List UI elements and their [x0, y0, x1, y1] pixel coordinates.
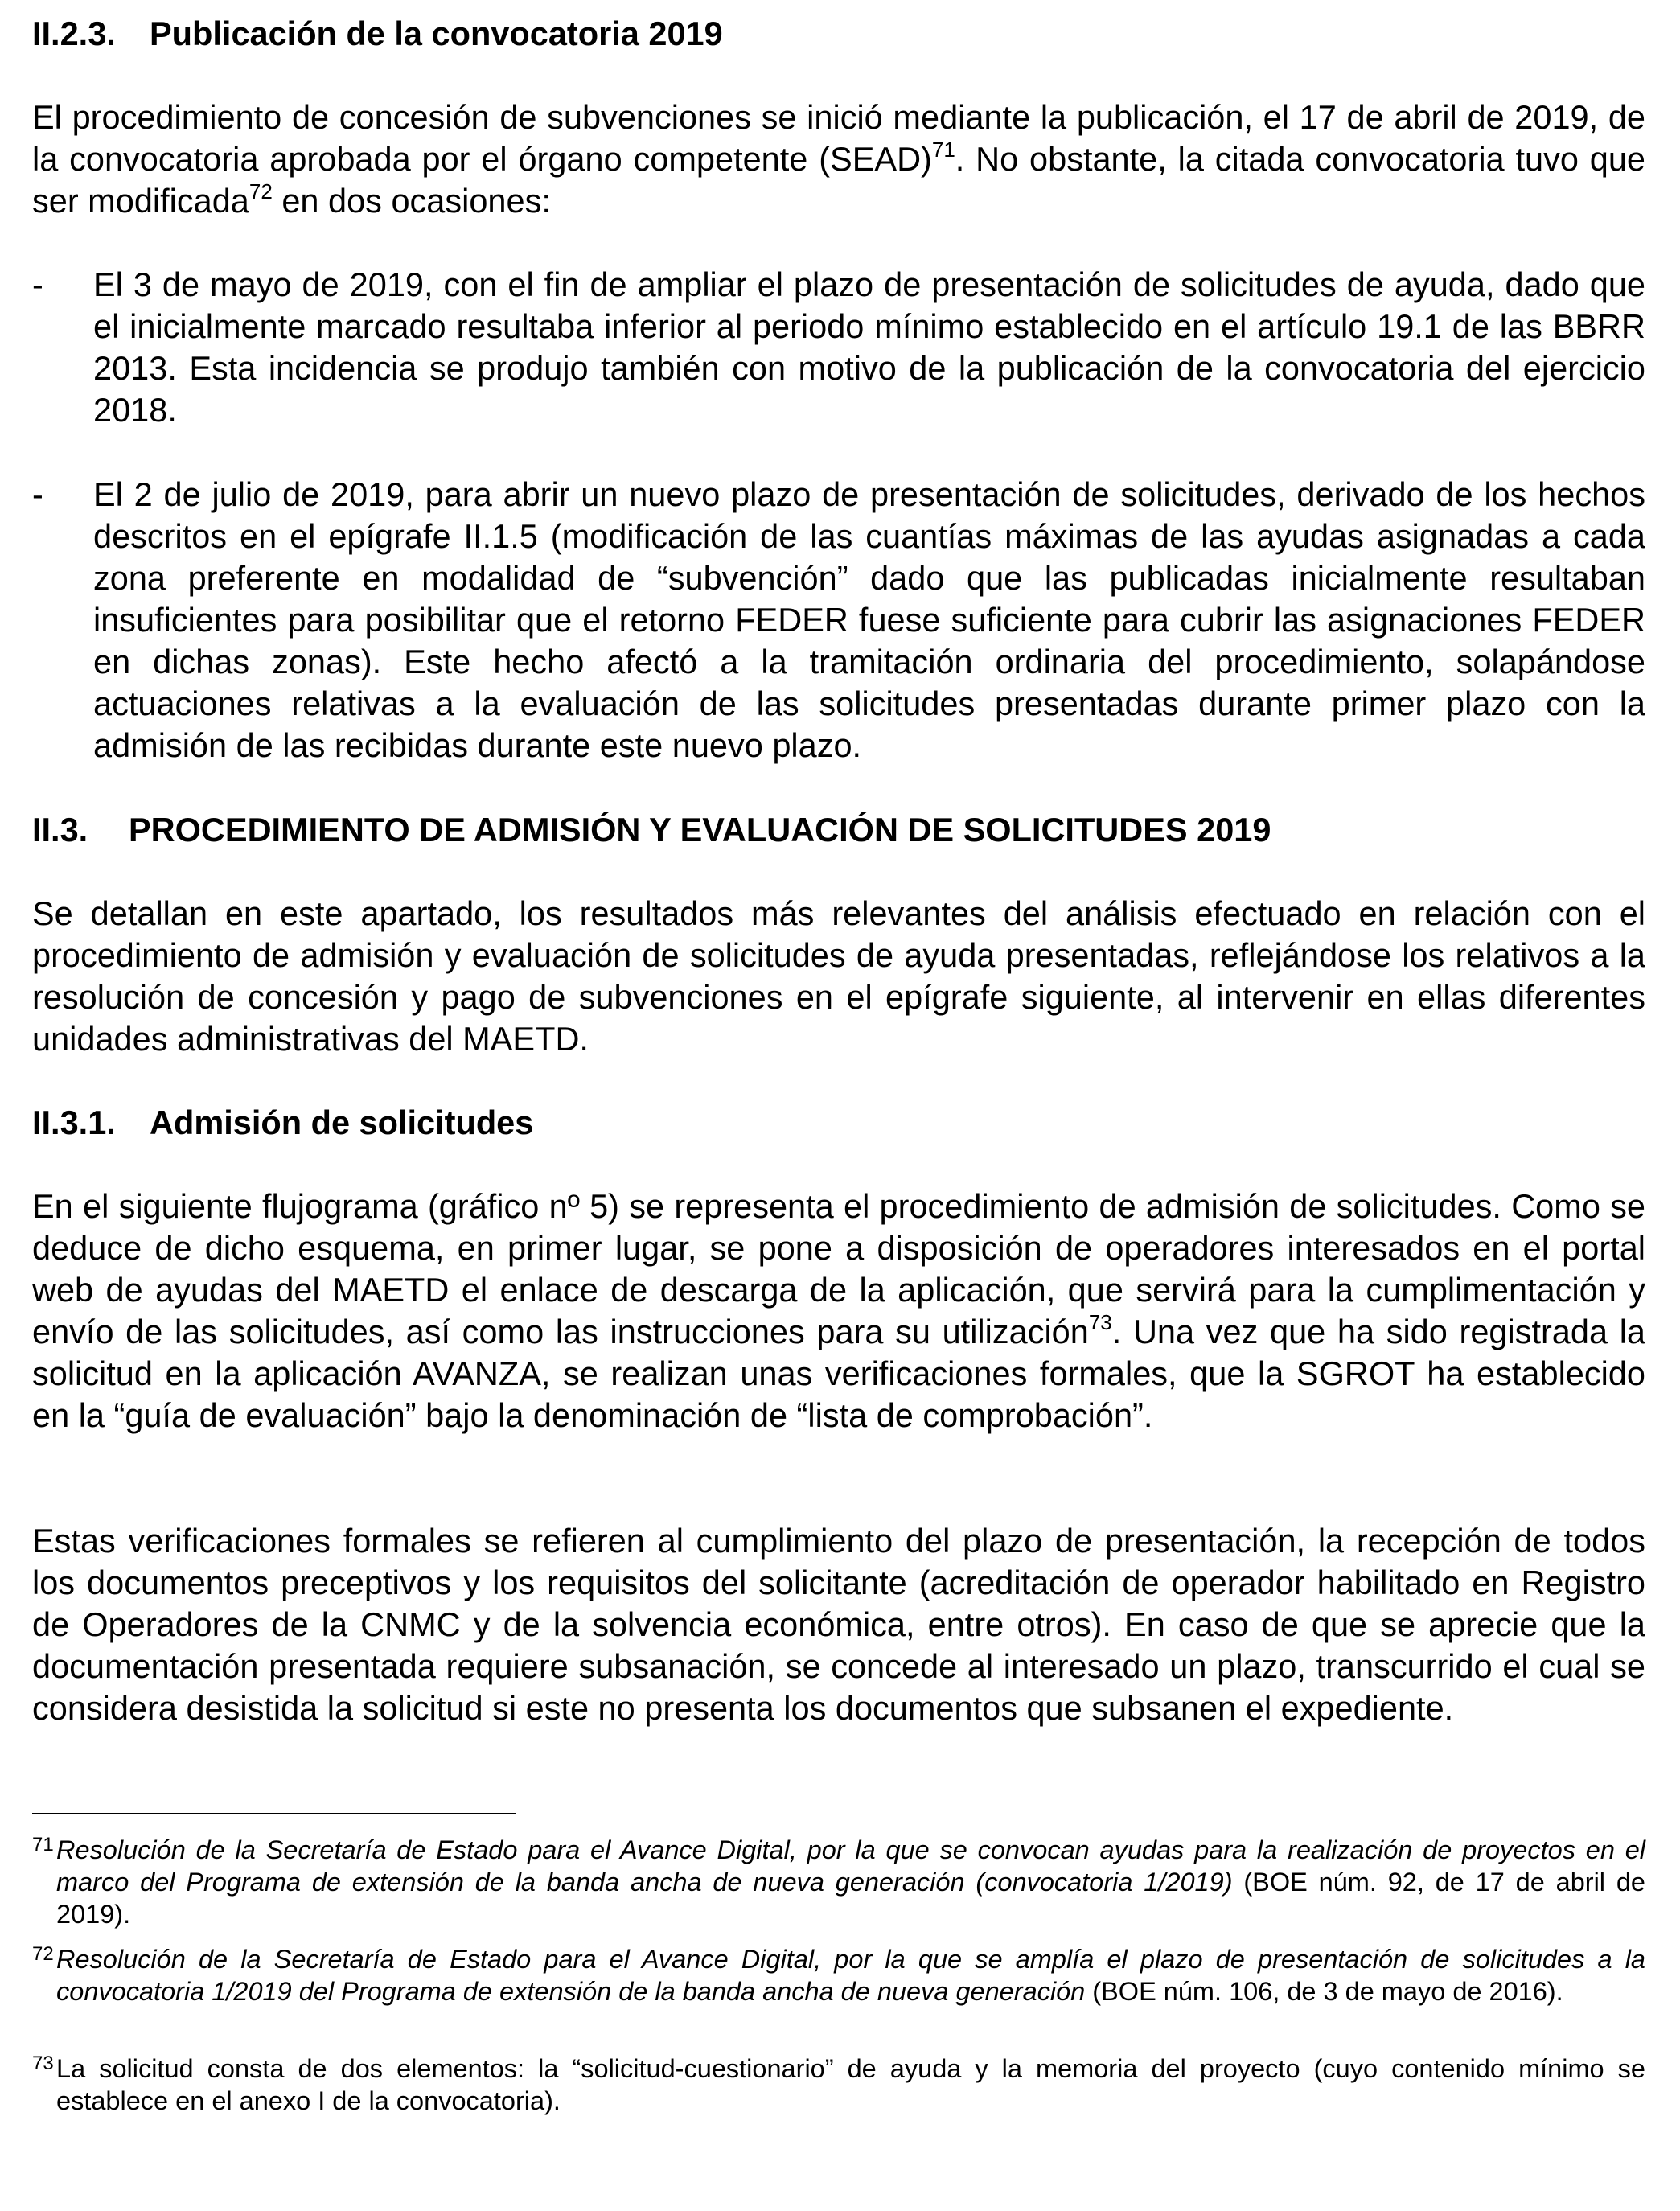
section-heading-procedimiento	[32, 809, 1645, 851]
paragraph-admision	[32, 1186, 1645, 1436]
list-bullet: -	[32, 475, 43, 513]
footnote-text	[56, 1943, 1645, 2008]
footnote-72	[32, 1943, 1645, 2008]
section-heading-publicacion	[32, 13, 1645, 55]
section-number: II.2.3.	[32, 14, 116, 52]
list-item	[32, 264, 1645, 431]
footnote-73	[32, 2053, 1645, 2117]
footnote-text	[56, 2053, 1645, 2117]
footnote-ref-71: 71	[931, 138, 955, 162]
footnote-mark: 71	[32, 1834, 54, 1856]
section-heading-admision	[32, 1102, 1645, 1144]
footnote-mark: 72	[32, 1943, 54, 1965]
footnote-text	[56, 1834, 1645, 1930]
paragraph-procedimiento: Se detallan en este apartado, los resultados más relevantes del análisis efectuado en relación con el procedimiento de admisión y evaluación de solicitudes de ayuda presentadas, reflejándose los relativos a la resolución de concesión y pago de subvenciones en el epígrafe siguiente, al intervenir en ellas diferentes unidades administrativas del MAETD.	[32, 894, 1645, 1058]
section-title: PROCEDIMIENTO DE ADMISIÓN Y EVALUACIÓN DE SOLICITUDES 2019	[129, 811, 1271, 849]
section-number: II.3.1.	[32, 1103, 116, 1141]
paragraph-verificaciones: Estas verificaciones formales se refieren al cumplimiento del plazo de presentación, la recepción de todos los documentos preceptivos y los requisitos del solicitante (acreditación de operador habilitado en Registro de Operadores de la CNMC y de la solvencia económica, entre otros). En caso de que se aprecie que la documentación presentada requiere subsanación, se concede al interesado un plazo, transcurrido el cual se considera desistida la solicitud si este no presenta los documentos que subsanen el expediente.	[32, 1522, 1645, 1727]
footnote-ref-73: 73	[1088, 1310, 1112, 1335]
list-item-text: El 2 de julio de 2019, para abrir un nuevo plazo de presentación de solicitudes, derivado de los hechos descritos en el epígrafe II.1.5 (modificación de las cuantías máximas de las ayudas asignadas a cada zona preferente en modalidad de “subvención” dado que las publicadas inicialmente resultaban insuficientes para posibilitar que el retorno FEDER fuese suficiente para cubrir las asignaciones FEDER en dichas zonas). Este hecho afectó a la tramitación ordinaria del procedimiento, solapándose actuaciones relativas a la evaluación de las solicitudes presentadas durante primer plazo con la admisión de las recibidas durante este nuevo plazo.	[93, 475, 1645, 764]
paragraph-publicacion	[32, 97, 1645, 222]
paragraph-text: . Una vez que ha sido registrada la solicitud en la aplicación AVANZA, se realizan unas verificaciones formales, que la SGROT ha establecido en la “guía de evaluación” bajo la denominación de “lista de comprobación”.	[32, 1313, 1646, 1434]
list-item	[32, 474, 1645, 766]
list-bullet: -	[32, 265, 43, 303]
footnote-mark: 73	[32, 2053, 54, 2074]
section-title: Admisión de solicitudes	[150, 1103, 534, 1141]
footnote-source: (BOE núm. 92, de 17 de abril de 2019).	[56, 1868, 1646, 1929]
footnote-source: La solicitud consta de dos elementos: la “solicitud-cuestionario” de ayuda y la memoria del proyecto (cuyo contenido mínimo se establece en el anexo I de la convocatoria).	[56, 2054, 1645, 2115]
footnote-title: Resolución de la Secretaría de Estado para el Avance Digital, por la que se convocan ayudas para la realización de proyectos en el marco del Programa de extensión de la banda ancha de nueva generación (convocatoria 1/2019)	[56, 1835, 1645, 1897]
paragraph-text: en dos ocasiones:	[272, 182, 551, 220]
list-item-text: El 3 de mayo de 2019, con el fin de ampliar el plazo de presentación de solicitudes de ayuda, dado que el inicialmente marcado resultaba inferior al periodo mínimo establecido en el artículo 19.1 de las BBRR 2013. Esta incidencia se produjo también con motivo de la publicación de la convocatoria del ejercicio 2018.	[93, 265, 1645, 429]
paragraph-text: El procedimiento de concesión de subvenciones se inició mediante la publicación, el 17 de abril de 2019, de la convocatoria aprobada por el órgano competente (SEAD)	[32, 98, 1645, 178]
paragraph-text: . No obstante, la citada convocatoria tuvo que ser modificada	[32, 140, 1645, 220]
paragraph-text: En el siguiente flujograma (gráfico nº 5) se representa el procedimiento de admisión de solicitudes. Como se deduce de dicho esquema, en primer lugar, se pone a disposición de operadores interesados en el portal web de ayudas del MAETD el enlace de descarga de la aplicación, que servirá para la cumplimentación y envío de las solicitudes, así como las instrucciones para su utilización	[32, 1187, 1645, 1350]
footnote-source: (BOE núm. 106, de 3 de mayo de 2016).	[1085, 1977, 1563, 2006]
section-number: II.3.	[32, 811, 88, 849]
section-title: Publicación de la convocatoria 2019	[150, 14, 723, 52]
footnote-title: Resolución de la Secretaría de Estado para el Avance Digital, por la que se amplía el plazo de presentación de solicitudes a la convocatoria 1/2019 del Programa de extensión de la banda ancha de nueva generación	[56, 1945, 1645, 2006]
footnote-ref-72: 72	[249, 179, 273, 204]
footnote-71	[32, 1834, 1645, 1930]
footnote-separator	[32, 1813, 516, 1814]
